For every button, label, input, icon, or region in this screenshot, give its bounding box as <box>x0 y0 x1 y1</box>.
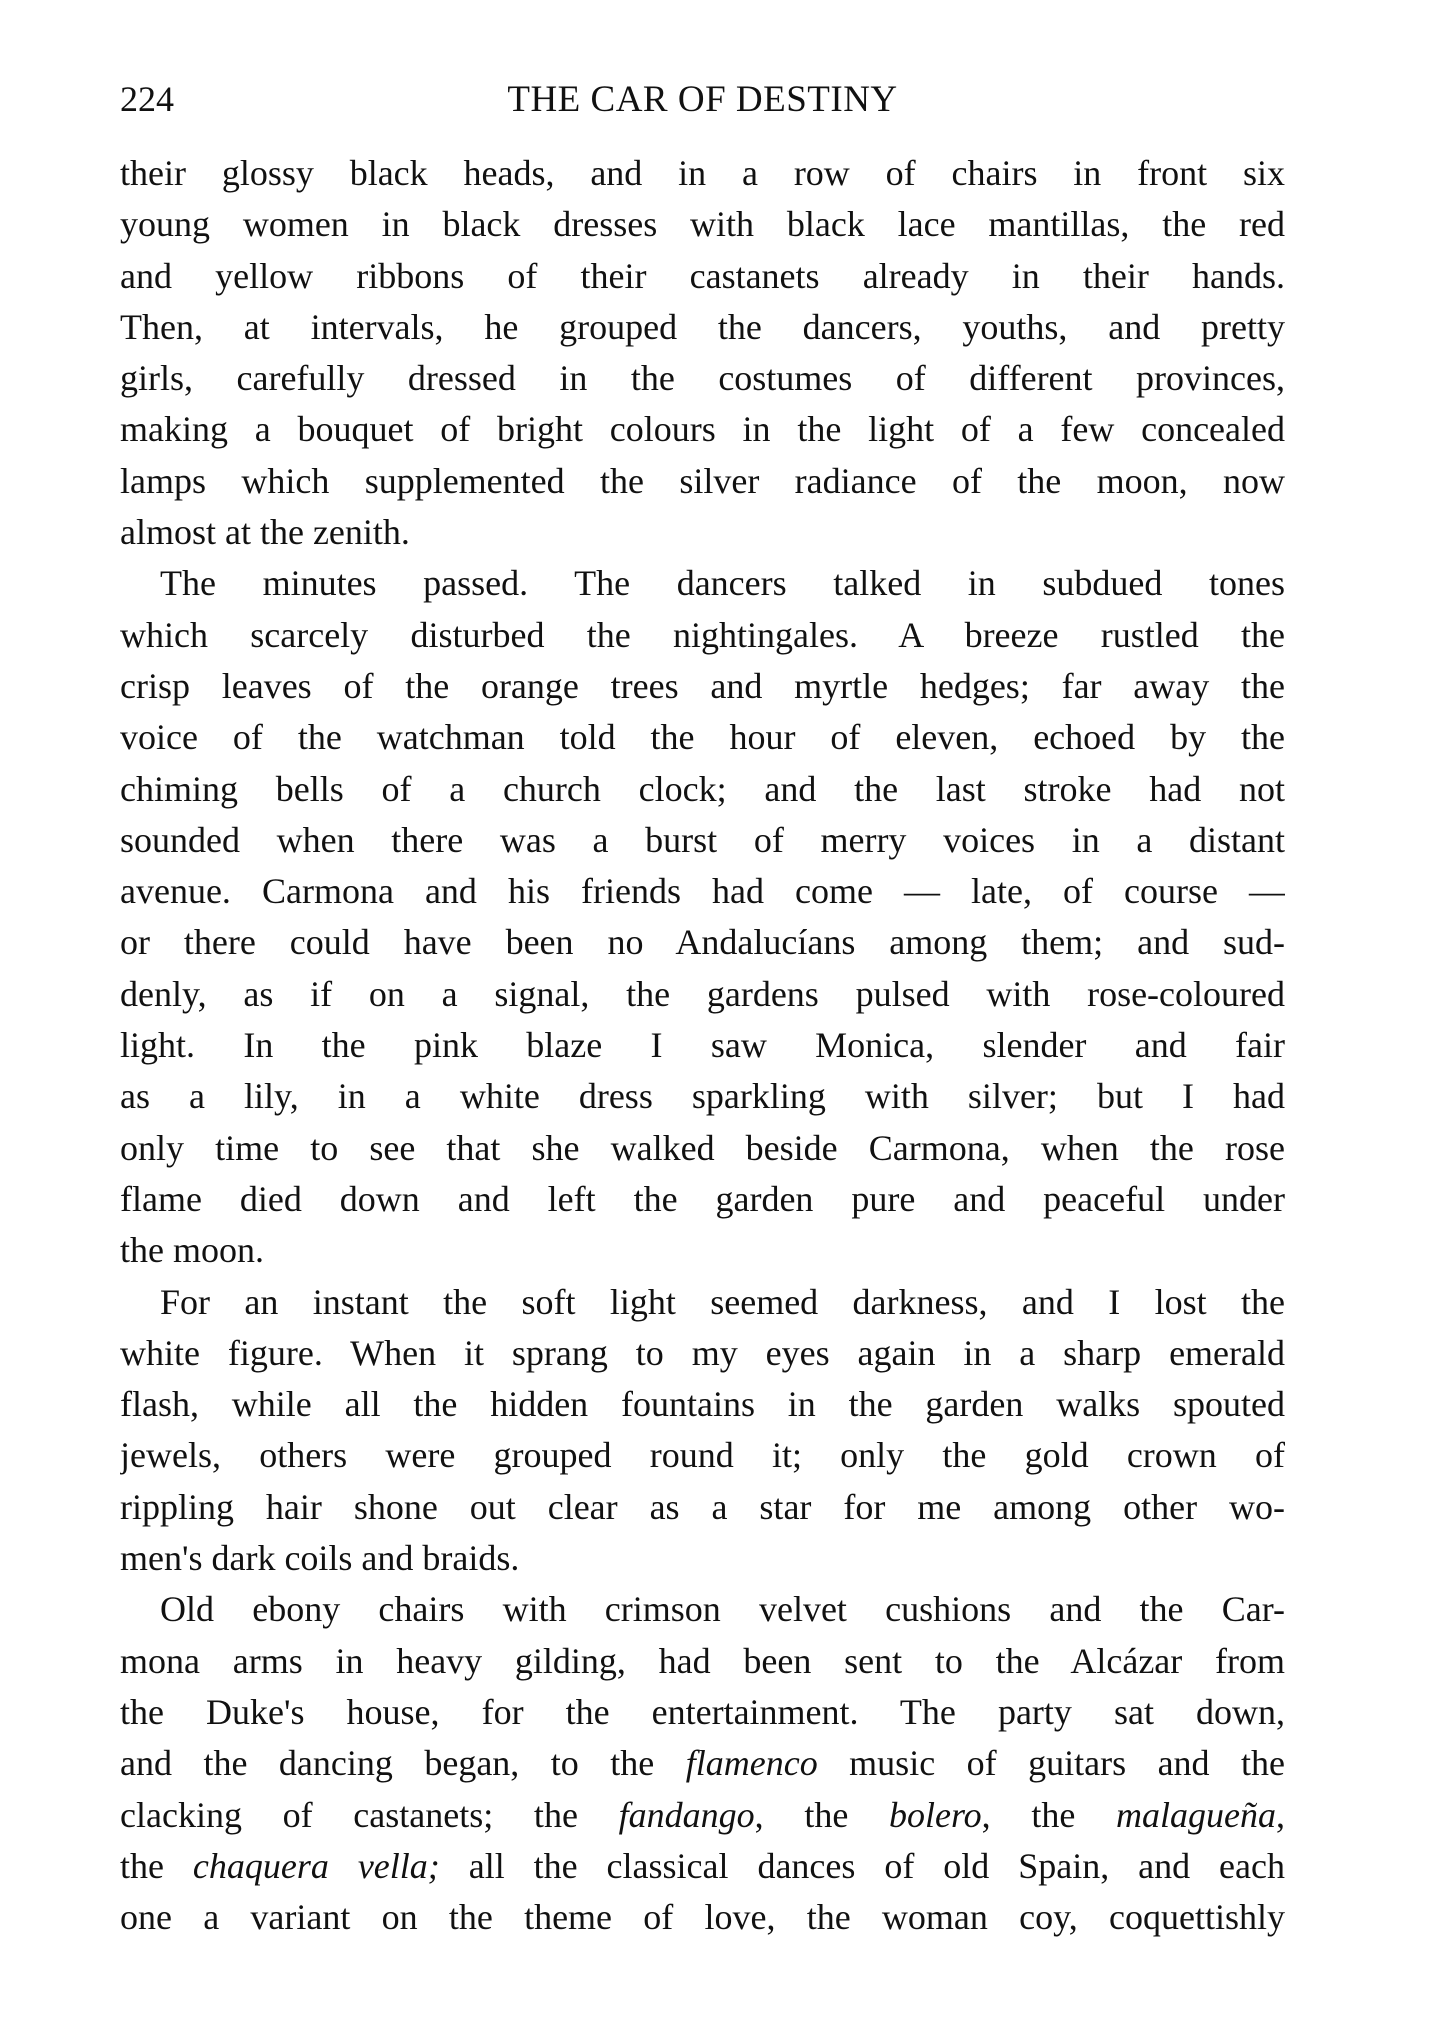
text-line <box>120 1020 1285 1071</box>
text-segment: or there could have been no Andalucíans among them; and sud- <box>120 922 1285 963</box>
text-segment: young women in black dresses with black lace mantillas, the red <box>120 204 1285 245</box>
italic-text: bolero <box>888 1794 982 1835</box>
text-line <box>120 558 1285 609</box>
text-segment: clacking of castanets; the <box>120 1794 619 1835</box>
paragraph <box>120 558 1285 1276</box>
italic-text: chaquera vella; <box>192 1845 440 1886</box>
text-line <box>120 1790 1285 1841</box>
text-segment: voice of the watchman told the hour of eleven, echoed by the <box>120 717 1285 758</box>
text-line <box>120 1533 1285 1584</box>
text-line <box>120 251 1285 302</box>
text-segment: and the dancing began, to the <box>120 1743 686 1784</box>
paragraph <box>120 1277 1285 1585</box>
text-line <box>120 1277 1285 1328</box>
text-line <box>120 507 1285 558</box>
page-number: 224 <box>120 79 174 119</box>
text-line <box>120 1328 1285 1379</box>
text-line <box>120 1123 1285 1174</box>
text-segment: which scarcely disturbed the nightingales. A breeze rustled the <box>120 614 1285 655</box>
paragraph <box>120 148 1285 558</box>
text-line <box>120 1379 1285 1430</box>
text-line <box>120 302 1285 353</box>
running-title: THE CAR OF DESTINY <box>507 79 898 120</box>
text-segment: chiming bells of a church clock; and the last stroke had not <box>120 768 1285 809</box>
text-segment: flash, while all the hidden fountains in the garden walks spouted <box>120 1384 1285 1425</box>
text-segment: denly, as if on a signal, the gardens pulsed with rose-coloured <box>120 973 1285 1014</box>
page-body-text <box>120 148 1285 1943</box>
text-line <box>120 969 1285 1020</box>
text-segment: lamps which supplemented the silver radiance of the moon, now <box>120 460 1285 501</box>
text-segment: girls, carefully dressed in the costumes of different provinces, <box>120 358 1285 399</box>
text-segment: white figure. When it sprang to my eyes again in a sharp emerald <box>120 1332 1285 1373</box>
text-segment: all the classical dances of old Spain, and each <box>439 1845 1285 1886</box>
text-segment: avenue. Carmona and his friends had come — late, of course — <box>120 871 1285 912</box>
text-line <box>120 1841 1285 1892</box>
text-segment: almost at the zenith. <box>120 512 410 553</box>
text-line <box>120 404 1285 455</box>
paragraph <box>120 1584 1285 1943</box>
text-line <box>120 1225 1285 1276</box>
text-segment: one a variant on the theme of love, the woman coy, coquettishly <box>120 1897 1285 1938</box>
text-line <box>120 712 1285 763</box>
text-segment: as a lily, in a white dress sparkling with silver; but I had <box>120 1076 1285 1117</box>
text-line <box>120 1687 1285 1738</box>
italic-text: fandango <box>618 1794 755 1835</box>
text-line <box>120 1738 1285 1789</box>
text-line <box>120 1482 1285 1533</box>
text-line <box>120 610 1285 661</box>
text-line <box>120 1430 1285 1481</box>
text-segment: their glossy black heads, and in a row of chairs in front six <box>120 153 1285 193</box>
text-line <box>120 1892 1285 1943</box>
text-line <box>120 866 1285 917</box>
text-segment: Then, at intervals, he grouped the dancers, youths, and pretty <box>120 306 1285 347</box>
text-segment: music of guitars and the <box>817 1743 1285 1784</box>
text-line <box>120 1174 1285 1225</box>
text-line <box>120 199 1285 250</box>
text-segment: , the <box>754 1794 889 1835</box>
italic-text: flamenco <box>685 1743 818 1784</box>
text-line <box>120 353 1285 404</box>
text-segment: light. In the pink blaze I saw Monica, slender and fair <box>120 1025 1285 1066</box>
text-segment: rippling hair shone out clear as a star for me among other wo- <box>120 1486 1285 1527</box>
text-segment: The minutes passed. The dancers talked in subdued tones <box>160 563 1285 604</box>
text-segment: only time to see that she walked beside Carmona, when the rose <box>120 1127 1285 1168</box>
text-segment: the moon. <box>120 1230 264 1271</box>
text-segment: flame died down and left the garden pure and peaceful under <box>120 1178 1285 1219</box>
text-segment: Old ebony chairs with crimson velvet cushions and the Car- <box>160 1589 1285 1630</box>
text-line <box>120 661 1285 712</box>
text-segment: mona arms in heavy gilding, had been sent to the Alcázar from <box>120 1640 1285 1681</box>
text-segment: the Duke's house, for the entertainment. The party sat down, <box>120 1691 1285 1732</box>
text-line <box>120 1636 1285 1687</box>
text-segment: , <box>1275 1794 1285 1835</box>
text-segment: sounded when there was a burst of merry voices in a distant <box>120 819 1285 860</box>
text-line <box>120 1071 1285 1122</box>
text-line <box>120 764 1285 815</box>
text-segment: the <box>120 1845 193 1886</box>
text-line <box>120 917 1285 968</box>
text-line <box>120 456 1285 507</box>
italic-text: malagueña <box>1116 1794 1276 1835</box>
text-line <box>120 148 1285 199</box>
text-segment: , the <box>981 1794 1116 1835</box>
text-segment: men's dark coils and braids. <box>120 1538 520 1579</box>
text-segment: and yellow ribbons of their castanets already in their hands. <box>120 255 1285 296</box>
text-segment: jewels, others were grouped round it; only the gold crown of <box>120 1435 1285 1476</box>
text-line <box>120 1584 1285 1635</box>
text-segment: making a bouquet of bright colours in the light of a few concealed <box>120 409 1285 450</box>
running-header <box>120 78 1285 122</box>
text-segment: crisp leaves of the orange trees and myrtle hedges; far away the <box>120 665 1285 706</box>
text-segment: For an instant the soft light seemed darkness, and I lost the <box>160 1281 1285 1322</box>
text-line <box>120 815 1285 866</box>
